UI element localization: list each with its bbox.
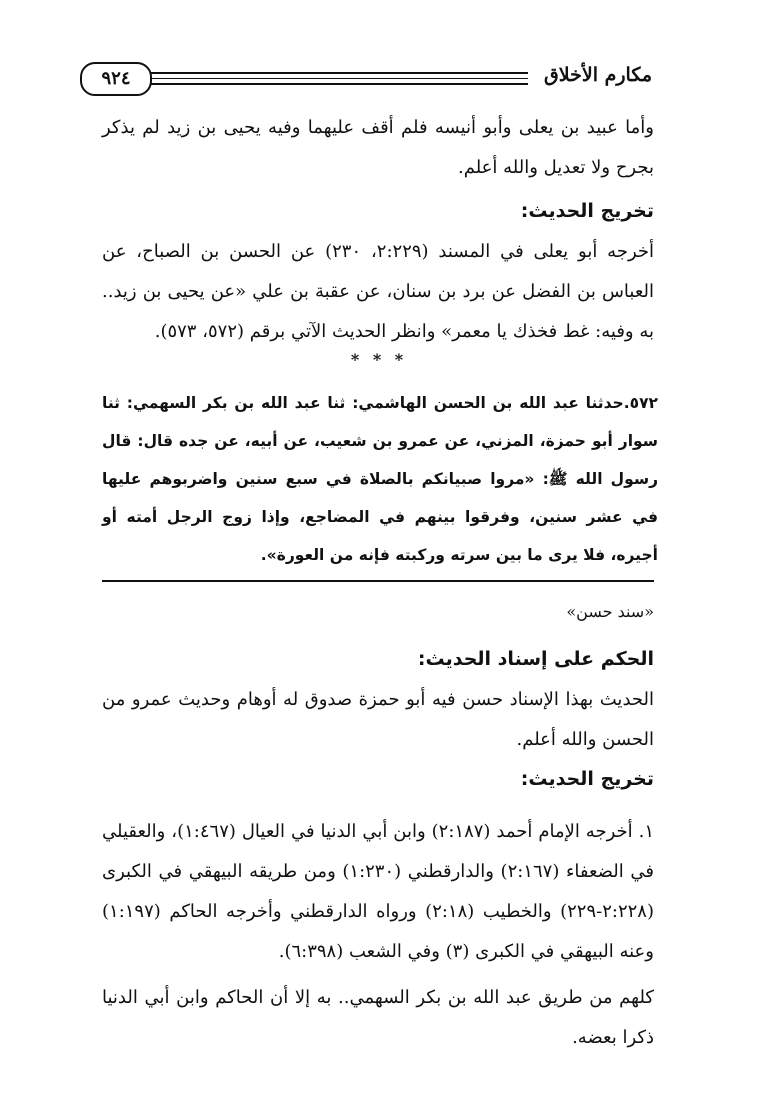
takhrij-item-text: ١. أخرجه الإمام أحمد (٢:١٨٧) وابن أبي الدنيا في العيال (١:٤٦٧)، والعقيلي في الضعفاء (٢:١٦٧) والدارقطني (١:٢٣٠) ومن طريقه البيهقي في الكبرى (٢:٢٢٨-٢٢٩) والخطيب (٢:١٨) ورواه الدارقطني وأخرجه الحاكم (١:١٩٧) وعنه البيهقي في الكبرى (٣) وفي الشعب (٦:٣٩٨). <box>102 821 655 962</box>
ruling-text: الحديث بهذا الإسناد حسن فيه أبو حمزة صدوق له أوهام وحديث عمرو من الحسن والله أعلم. <box>102 689 654 750</box>
takhrij-heading-2: تخريج الحديث: <box>520 768 654 790</box>
takhrij-section-1 <box>102 196 654 226</box>
book-title: مكارم الأخلاق <box>544 64 652 86</box>
section-separator: * * * <box>350 350 408 369</box>
header-rule-top <box>150 72 528 79</box>
header-rule-bottom <box>150 83 528 85</box>
takhrij-paragraph-1 <box>102 232 654 352</box>
hadith-grade: «سند حسن» <box>566 602 654 621</box>
closing-text: كلهم من طريق عبد الله بن بكر السهمي.. به إلا أن الحاكم وابن أبي الدنيا ذكرا بعضه. <box>102 987 654 1048</box>
hadith-block <box>102 384 658 574</box>
ruling-section <box>102 644 654 674</box>
takhrij-item-1 <box>102 812 654 972</box>
intro-paragraph <box>102 108 654 188</box>
hadith-text: ٥٧٢.حدثنا عبد الله بن الحسن الهاشمي: ثنا عبد الله بن بكر السهمي: ثنا سوار أبو حمزة، المزني، عن عمرو بن شعيب، عن أبيه، عن جده قال: قال رسول الله ﷺ: «مروا صبيانكم بالصلاة في سبع سنين واضربوهم عليها في عشر سنين، وفرقوا بينهم في المضاجع، وإذا زوج الرجل أمته أو أجيره، فلا يرى ما بين سرته وركبته فإنه من العورة». <box>102 394 658 564</box>
ruling-paragraph <box>102 680 654 760</box>
takhrij-section-2 <box>102 764 654 794</box>
ruling-heading: الحكم على إسناد الحديث: <box>417 648 654 670</box>
intro-text: وأما عبيد بن يعلى وأبو أنيسه فلم أقف عليهما وفيه يحيى بن زيد لم يذكر بجرح ولا تعديل والله أعلم. <box>102 117 654 178</box>
takhrij-heading-1: تخريج الحديث: <box>520 200 654 222</box>
closing-paragraph <box>102 978 654 1058</box>
page-header <box>62 62 652 102</box>
takhrij-text-1: أخرجه أبو يعلى في المسند (٢:٢٢٩، ٢٣٠) عن الحسن بن الصباح، عن العباس بن الفضل عن برد بن سنان، عن عقبة بن علي «عن يحيى بن زيد.. به وفيه: غط فخذك يا معمر» وانظر الحديث الآتي برقم (٥٧٢، ٥٧٣). <box>102 241 655 342</box>
page-number: ٩٢٤ <box>80 62 152 96</box>
footnote-divider <box>102 580 654 582</box>
grade-block <box>102 597 654 627</box>
